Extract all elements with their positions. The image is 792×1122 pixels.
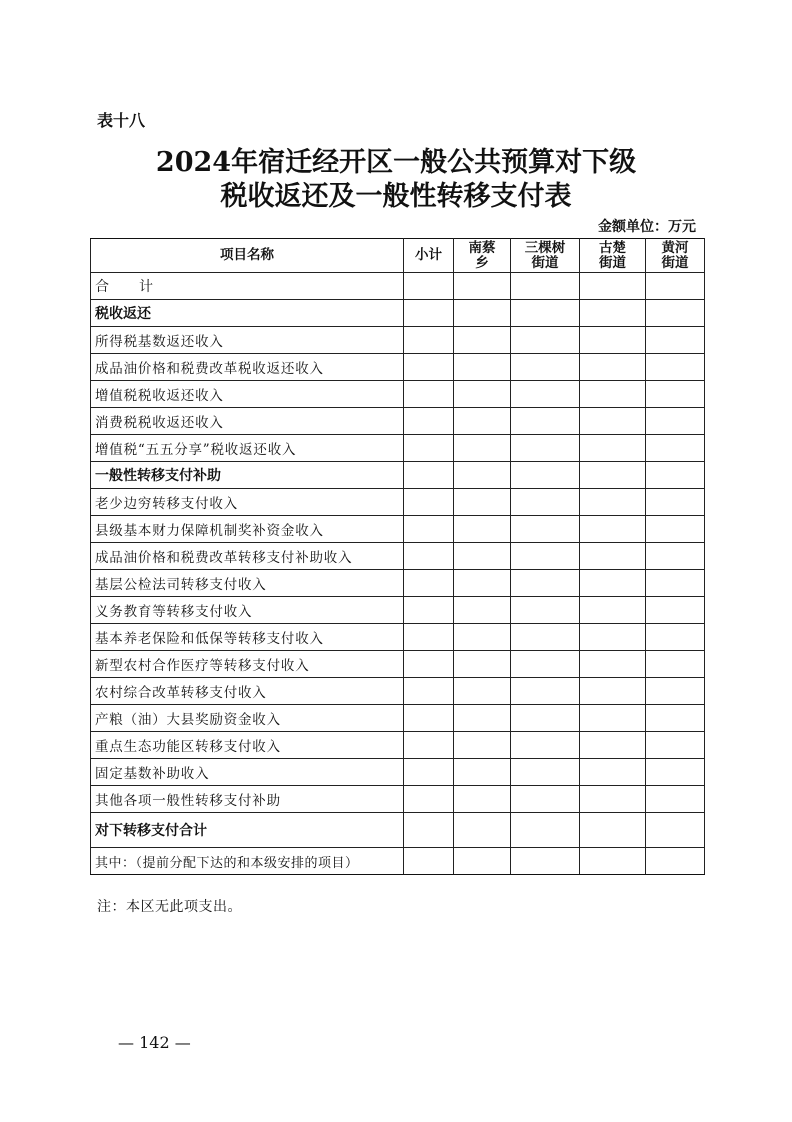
cell (404, 408, 454, 435)
table-row-total (91, 273, 705, 300)
cell (404, 354, 454, 381)
table-row (91, 435, 705, 462)
col-header-sankeshu: 三棵树街道 (511, 239, 580, 273)
cell (454, 705, 511, 732)
cell (511, 705, 580, 732)
cell (511, 462, 580, 489)
cell (580, 759, 646, 786)
cell (580, 273, 646, 300)
cell (511, 543, 580, 570)
table-row (91, 651, 705, 678)
cell (511, 570, 580, 597)
table-header-row (91, 239, 705, 273)
cell (646, 300, 705, 327)
cell (580, 624, 646, 651)
row-label: 成品油价格和税费改革税收返还收入 (91, 354, 404, 381)
cell (404, 489, 454, 516)
cell (580, 381, 646, 408)
cell (580, 678, 646, 705)
cell (454, 273, 511, 300)
cell (454, 354, 511, 381)
row-label: 消费税税收返还收入 (91, 408, 404, 435)
cell (511, 624, 580, 651)
table-row-general-transfer (91, 462, 705, 489)
table-row (91, 705, 705, 732)
cell (511, 678, 580, 705)
cell (404, 327, 454, 354)
cell (454, 651, 511, 678)
col-header-item-name: 项目名称 (91, 239, 404, 273)
row-label-general-transfer: 一般性转移支付补助 (91, 462, 404, 489)
table-row (91, 354, 705, 381)
cell (646, 381, 705, 408)
cell (646, 848, 705, 875)
table-row (91, 624, 705, 651)
cell (404, 651, 454, 678)
cell (580, 435, 646, 462)
cell (511, 327, 580, 354)
table-row (91, 759, 705, 786)
cell (580, 848, 646, 875)
cell (646, 408, 705, 435)
cell (511, 354, 580, 381)
cell (580, 354, 646, 381)
row-label: 义务教育等转移支付收入 (91, 597, 404, 624)
cell (646, 489, 705, 516)
cell (454, 300, 511, 327)
cell (646, 516, 705, 543)
cell (511, 597, 580, 624)
cell (511, 516, 580, 543)
row-label: 新型农村合作医疗等转移支付收入 (91, 651, 404, 678)
cell (580, 462, 646, 489)
cell (454, 381, 511, 408)
cell (646, 759, 705, 786)
cell (454, 327, 511, 354)
cell (580, 651, 646, 678)
table-row (91, 381, 705, 408)
cell (646, 678, 705, 705)
col-header-huanghe: 黄河街道 (646, 239, 705, 273)
cell (454, 435, 511, 462)
cell (454, 678, 511, 705)
cell (454, 489, 511, 516)
footnote: 注：本区无此项支出。 (97, 899, 242, 915)
cell (404, 759, 454, 786)
cell (646, 624, 705, 651)
row-label-total: 合计 (91, 273, 404, 300)
row-label: 成品油价格和税费改革转移支付补助收入 (91, 543, 404, 570)
cell (646, 273, 705, 300)
table-label: 表十八 (97, 111, 146, 130)
cell (646, 543, 705, 570)
row-label-tax-return: 税收返还 (91, 300, 404, 327)
cell (511, 848, 580, 875)
cell (580, 327, 646, 354)
row-label: 老少边穷转移支付收入 (91, 489, 404, 516)
cell (646, 732, 705, 759)
cell (511, 381, 580, 408)
cell (404, 543, 454, 570)
table-row-transfer-total (91, 813, 705, 848)
table-row (91, 543, 705, 570)
cell (511, 759, 580, 786)
cell (646, 705, 705, 732)
cell (454, 570, 511, 597)
table-row (91, 570, 705, 597)
cell (404, 813, 454, 848)
cell (404, 848, 454, 875)
row-label: 县级基本财力保障机制奖补资金收入 (91, 516, 404, 543)
cell (646, 597, 705, 624)
cell (646, 813, 705, 848)
cell (454, 516, 511, 543)
col-header-nancai: 南蔡乡 (454, 239, 511, 273)
cell (404, 732, 454, 759)
cell (404, 597, 454, 624)
cell (580, 543, 646, 570)
budget-table (90, 238, 705, 875)
cell (454, 732, 511, 759)
cell (404, 273, 454, 300)
cell (404, 435, 454, 462)
cell (404, 624, 454, 651)
cell (404, 516, 454, 543)
table-row-among (91, 848, 705, 875)
cell (511, 273, 580, 300)
cell (454, 813, 511, 848)
cell (511, 813, 580, 848)
cell (580, 732, 646, 759)
cell (646, 327, 705, 354)
cell (404, 381, 454, 408)
row-label: 重点生态功能区转移支付收入 (91, 732, 404, 759)
row-label: 其他各项一般性转移支付补助 (91, 786, 404, 813)
cell (580, 786, 646, 813)
table-row (91, 327, 705, 354)
table-row (91, 678, 705, 705)
table-row (91, 516, 705, 543)
cell (511, 489, 580, 516)
cell (646, 786, 705, 813)
cell (511, 300, 580, 327)
cell (454, 462, 511, 489)
cell (580, 300, 646, 327)
table-row (91, 489, 705, 516)
table-row (91, 786, 705, 813)
cell (580, 570, 646, 597)
cell (454, 408, 511, 435)
row-label: 农村综合改革转移支付收入 (91, 678, 404, 705)
row-label: 基层公检法司转移支付收入 (91, 570, 404, 597)
table-row-tax-return (91, 300, 705, 327)
row-label: 增值税税收返还收入 (91, 381, 404, 408)
cell (454, 848, 511, 875)
cell (511, 732, 580, 759)
table-row (91, 408, 705, 435)
page-title-line-2: 税收返还及一般性转移支付表 (220, 181, 572, 212)
cell (511, 651, 580, 678)
cell (646, 435, 705, 462)
table-row (91, 597, 705, 624)
cell (646, 570, 705, 597)
cell (511, 408, 580, 435)
cell (580, 597, 646, 624)
cell (404, 570, 454, 597)
col-header-guchu: 古楚街道 (580, 239, 646, 273)
cell (454, 597, 511, 624)
page-title-line-1: 2024年宿迁经开区一般公共预算对下级 (155, 147, 637, 178)
cell (580, 516, 646, 543)
col-header-subtotal: 小计 (404, 239, 454, 273)
table-row (91, 732, 705, 759)
row-label: 固定基数补助收入 (91, 759, 404, 786)
cell (580, 408, 646, 435)
cell (454, 759, 511, 786)
cell (646, 354, 705, 381)
cell (511, 786, 580, 813)
row-label: 增值税“五五分享”税收返还收入 (91, 435, 404, 462)
amount-unit: 金额单位：万元 (598, 219, 696, 235)
cell (404, 300, 454, 327)
cell (404, 678, 454, 705)
cell (454, 786, 511, 813)
row-label: 产粮（油）大县奖励资金收入 (91, 705, 404, 732)
cell (454, 624, 511, 651)
cell (404, 462, 454, 489)
cell (646, 462, 705, 489)
cell (511, 435, 580, 462)
row-label: 所得税基数返还收入 (91, 327, 404, 354)
cell (580, 813, 646, 848)
cell (404, 786, 454, 813)
cell (646, 651, 705, 678)
cell (404, 705, 454, 732)
row-label-among: 其中：（提前分配下达的和本级安排的项目） (91, 848, 404, 875)
cell (454, 543, 511, 570)
row-label-transfer-total: 对下转移支付合计 (91, 813, 404, 848)
row-label: 基本养老保险和低保等转移支付收入 (91, 624, 404, 651)
page-number: — 142 — (118, 1033, 191, 1052)
cell (580, 489, 646, 516)
cell (580, 705, 646, 732)
